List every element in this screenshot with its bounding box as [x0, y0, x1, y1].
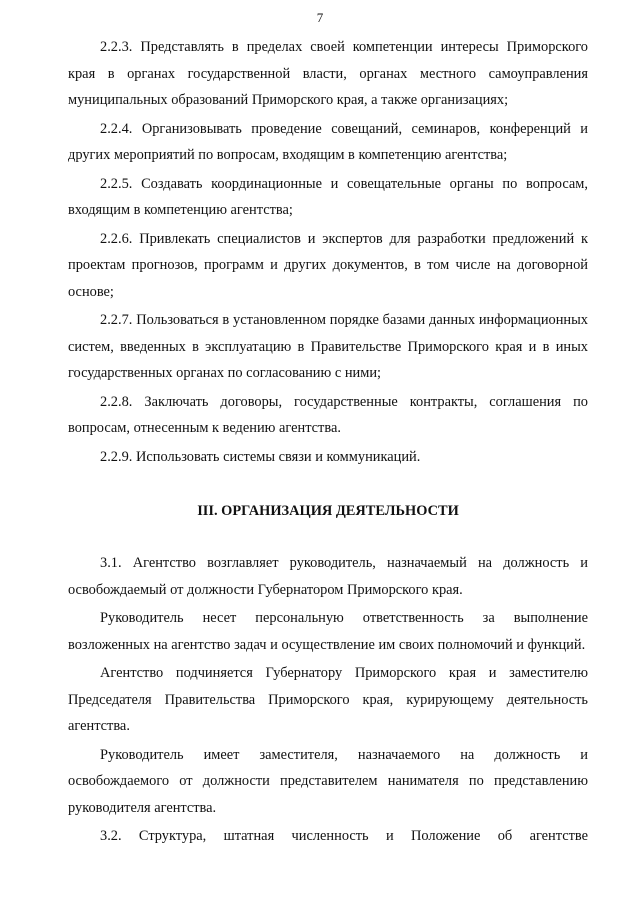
section-heading: III. ОРГАНИЗАЦИЯ ДЕЯТЕЛЬНОСТИ — [197, 503, 459, 519]
paragraph-2-2-5: 2.2.5. Создавать координационные и совещательные органы по вопросам, входящим в компетенцию агентства; — [68, 175, 588, 218]
page-body — [68, 34, 588, 850]
paragraph-3-2: 3.2. Структура, штатная численность и Положение об агентстве — [100, 828, 588, 844]
paragraph-2-2-3: 2.2.3. Представлять в пределах своей компетенции интересы Приморского края в органах государственной власти, органах местного самоуправления муниципальных образований Приморского края, а также организациях; — [68, 39, 588, 108]
page-number: 7 — [316, 10, 324, 25]
paragraph-2-2-7: 2.2.7. Пользоваться в установленном порядке базами данных информационных систем, введенных в эксплуатацию в Правительстве Приморского края и в иных государственных органах по согласованию с ними; — [68, 312, 588, 381]
paragraph-head-responsibility: Руководитель несет персональную ответственность за выполнение возложенных на агентство задач и осуществление им своих полномочий и функций. — [68, 610, 588, 653]
paragraph-3-1: 3.1. Агентство возглавляет руководитель, назначаемый на должность и освобождаемый от должности Губернатором Приморского края. — [68, 555, 588, 598]
paragraph-2-2-8: 2.2.8. Заключать договоры, государственные контракты, соглашения по вопросам, отнесенным к ведению агентства. — [68, 393, 588, 436]
paragraph-2-2-6: 2.2.6. Привлекать специалистов и экспертов для разработки предложений к проектам прогнозов, программ и других документов, в том числе на договорной основе; — [68, 230, 588, 300]
paragraph-2-2-4: 2.2.4. Организовывать проведение совещаний, семинаров, конференций и других мероприятий по вопросам, входящим в компетенцию агентства; — [68, 120, 588, 163]
paragraph-deputy: Руководитель имеет заместителя, назначаемого на должность и освобождаемого от должности представителем нанимателя по представлению руководителя агентства. — [68, 746, 588, 816]
paragraph-subordination: Агентство подчиняется Губернатору Приморского края и заместителю Председателя Правительства Приморского края, курирующему деятельность агентства. — [68, 665, 588, 734]
paragraph-2-2-9: 2.2.9. Использовать системы связи и коммуникаций. — [100, 448, 421, 465]
